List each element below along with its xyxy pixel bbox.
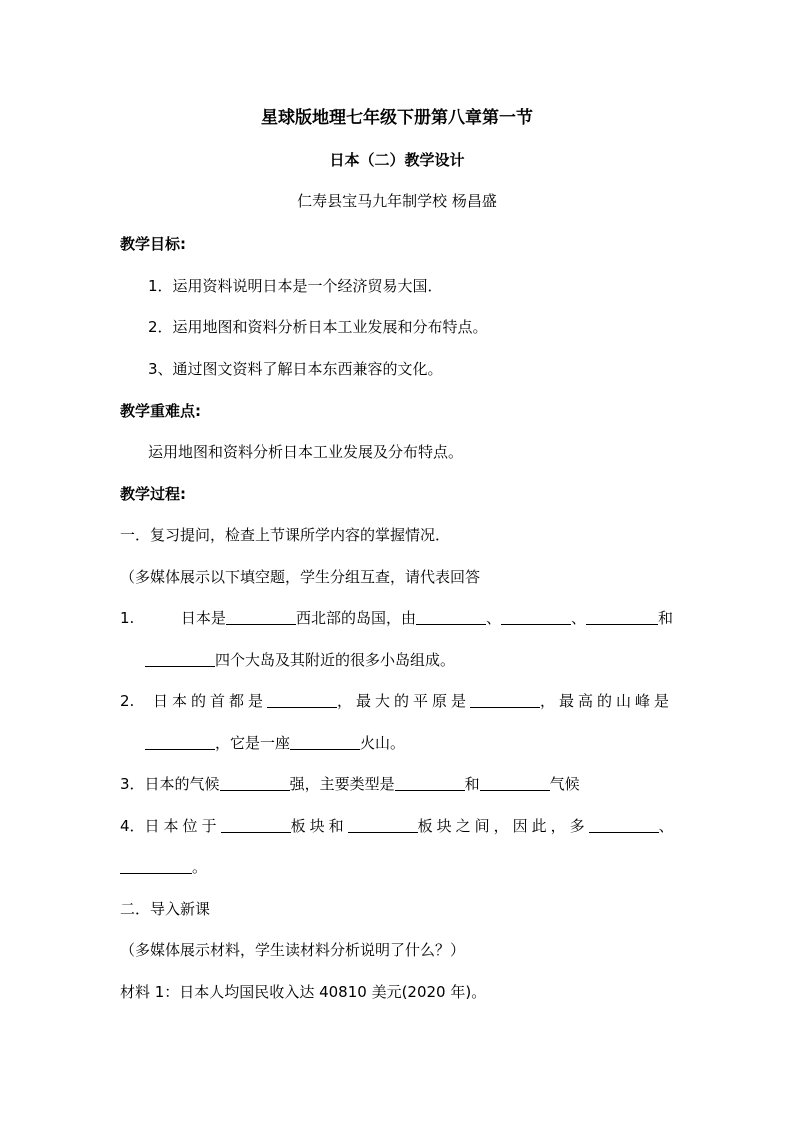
step1-note: （多媒体展示以下填空题，学生分组互查，请代表回答 [120,568,481,586]
question-4-number: 4． [120,817,145,835]
step2-note: （多媒体展示材料，学生读材料分析说明了什么？） [120,941,466,959]
answer-blank [145,735,215,750]
answer-blank [416,610,486,625]
answer-blank [586,610,658,625]
answer-blank [221,818,291,833]
doc-title: 星球版地理七年级下册第八章第一节 [261,108,533,128]
question-2-number: 2. [120,692,135,710]
objective-item: 2．运用地图和资料分析日本工业发展和分布特点。 [148,318,488,336]
question-4-body: 日本位于 板块和 板块之间，因此，多 、 [144,817,678,835]
material-1: 材料 1：日本人均国民收入达 40810 美元(2020 年)。 [120,983,487,1001]
keypoints-heading: 教学重难点: [120,402,201,420]
step2-text: 二．导入新课 [120,900,211,918]
question-1-line2: 四个大岛及其附近的很多小岛组成。 [145,650,455,670]
process-heading: 教学过程: [120,485,186,503]
author-line: 仁寿县宝马九年制学校 杨昌盛 [297,192,497,210]
question-3-number: 3． [120,775,145,793]
answer-blank [470,693,540,708]
answer-blank [480,776,550,791]
answer-blank [145,652,215,667]
answer-blank [589,818,659,833]
answer-blank [395,776,465,791]
objective-item: 1．运用资料说明日本是一个经济贸易大国． [148,277,443,295]
step1-text: 一．复习提问，检查上节课所学内容的掌握情况． [120,526,451,544]
answer-blank [501,610,571,625]
question-2-body: 日本的首都是 ，最大的平原是 ，最高的山峰是 [152,692,673,710]
question-1-body: 日本是 西北部的岛国，由 、 、 和 [180,609,673,627]
question-1-line1 [120,608,673,628]
doc-subtitle: 日本（二）教学设计 [329,151,465,169]
question-4-line1 [120,816,678,836]
question-3: 3．日本的气候 强，主要类型是 和 气候 [120,775,580,793]
question-2-line1 [120,691,673,711]
objective-item: 3、通过图文资料了解日本东西兼容的文化。 [148,360,443,378]
objectives-heading: 教学目标: [120,235,186,253]
answer-blank [290,735,360,750]
answer-blank [226,610,296,625]
answer-blank [267,693,337,708]
answer-blank [348,818,418,833]
question-2-line2: ，它是一座 火山。 [145,733,405,753]
question-4-line2: 。 [120,857,207,877]
answer-blank [120,859,192,874]
keypoints-text: 运用地图和资料分析日本工业发展及分布特点。 [148,443,464,461]
answer-blank [220,776,290,791]
question-1-number: 1. [120,609,135,627]
